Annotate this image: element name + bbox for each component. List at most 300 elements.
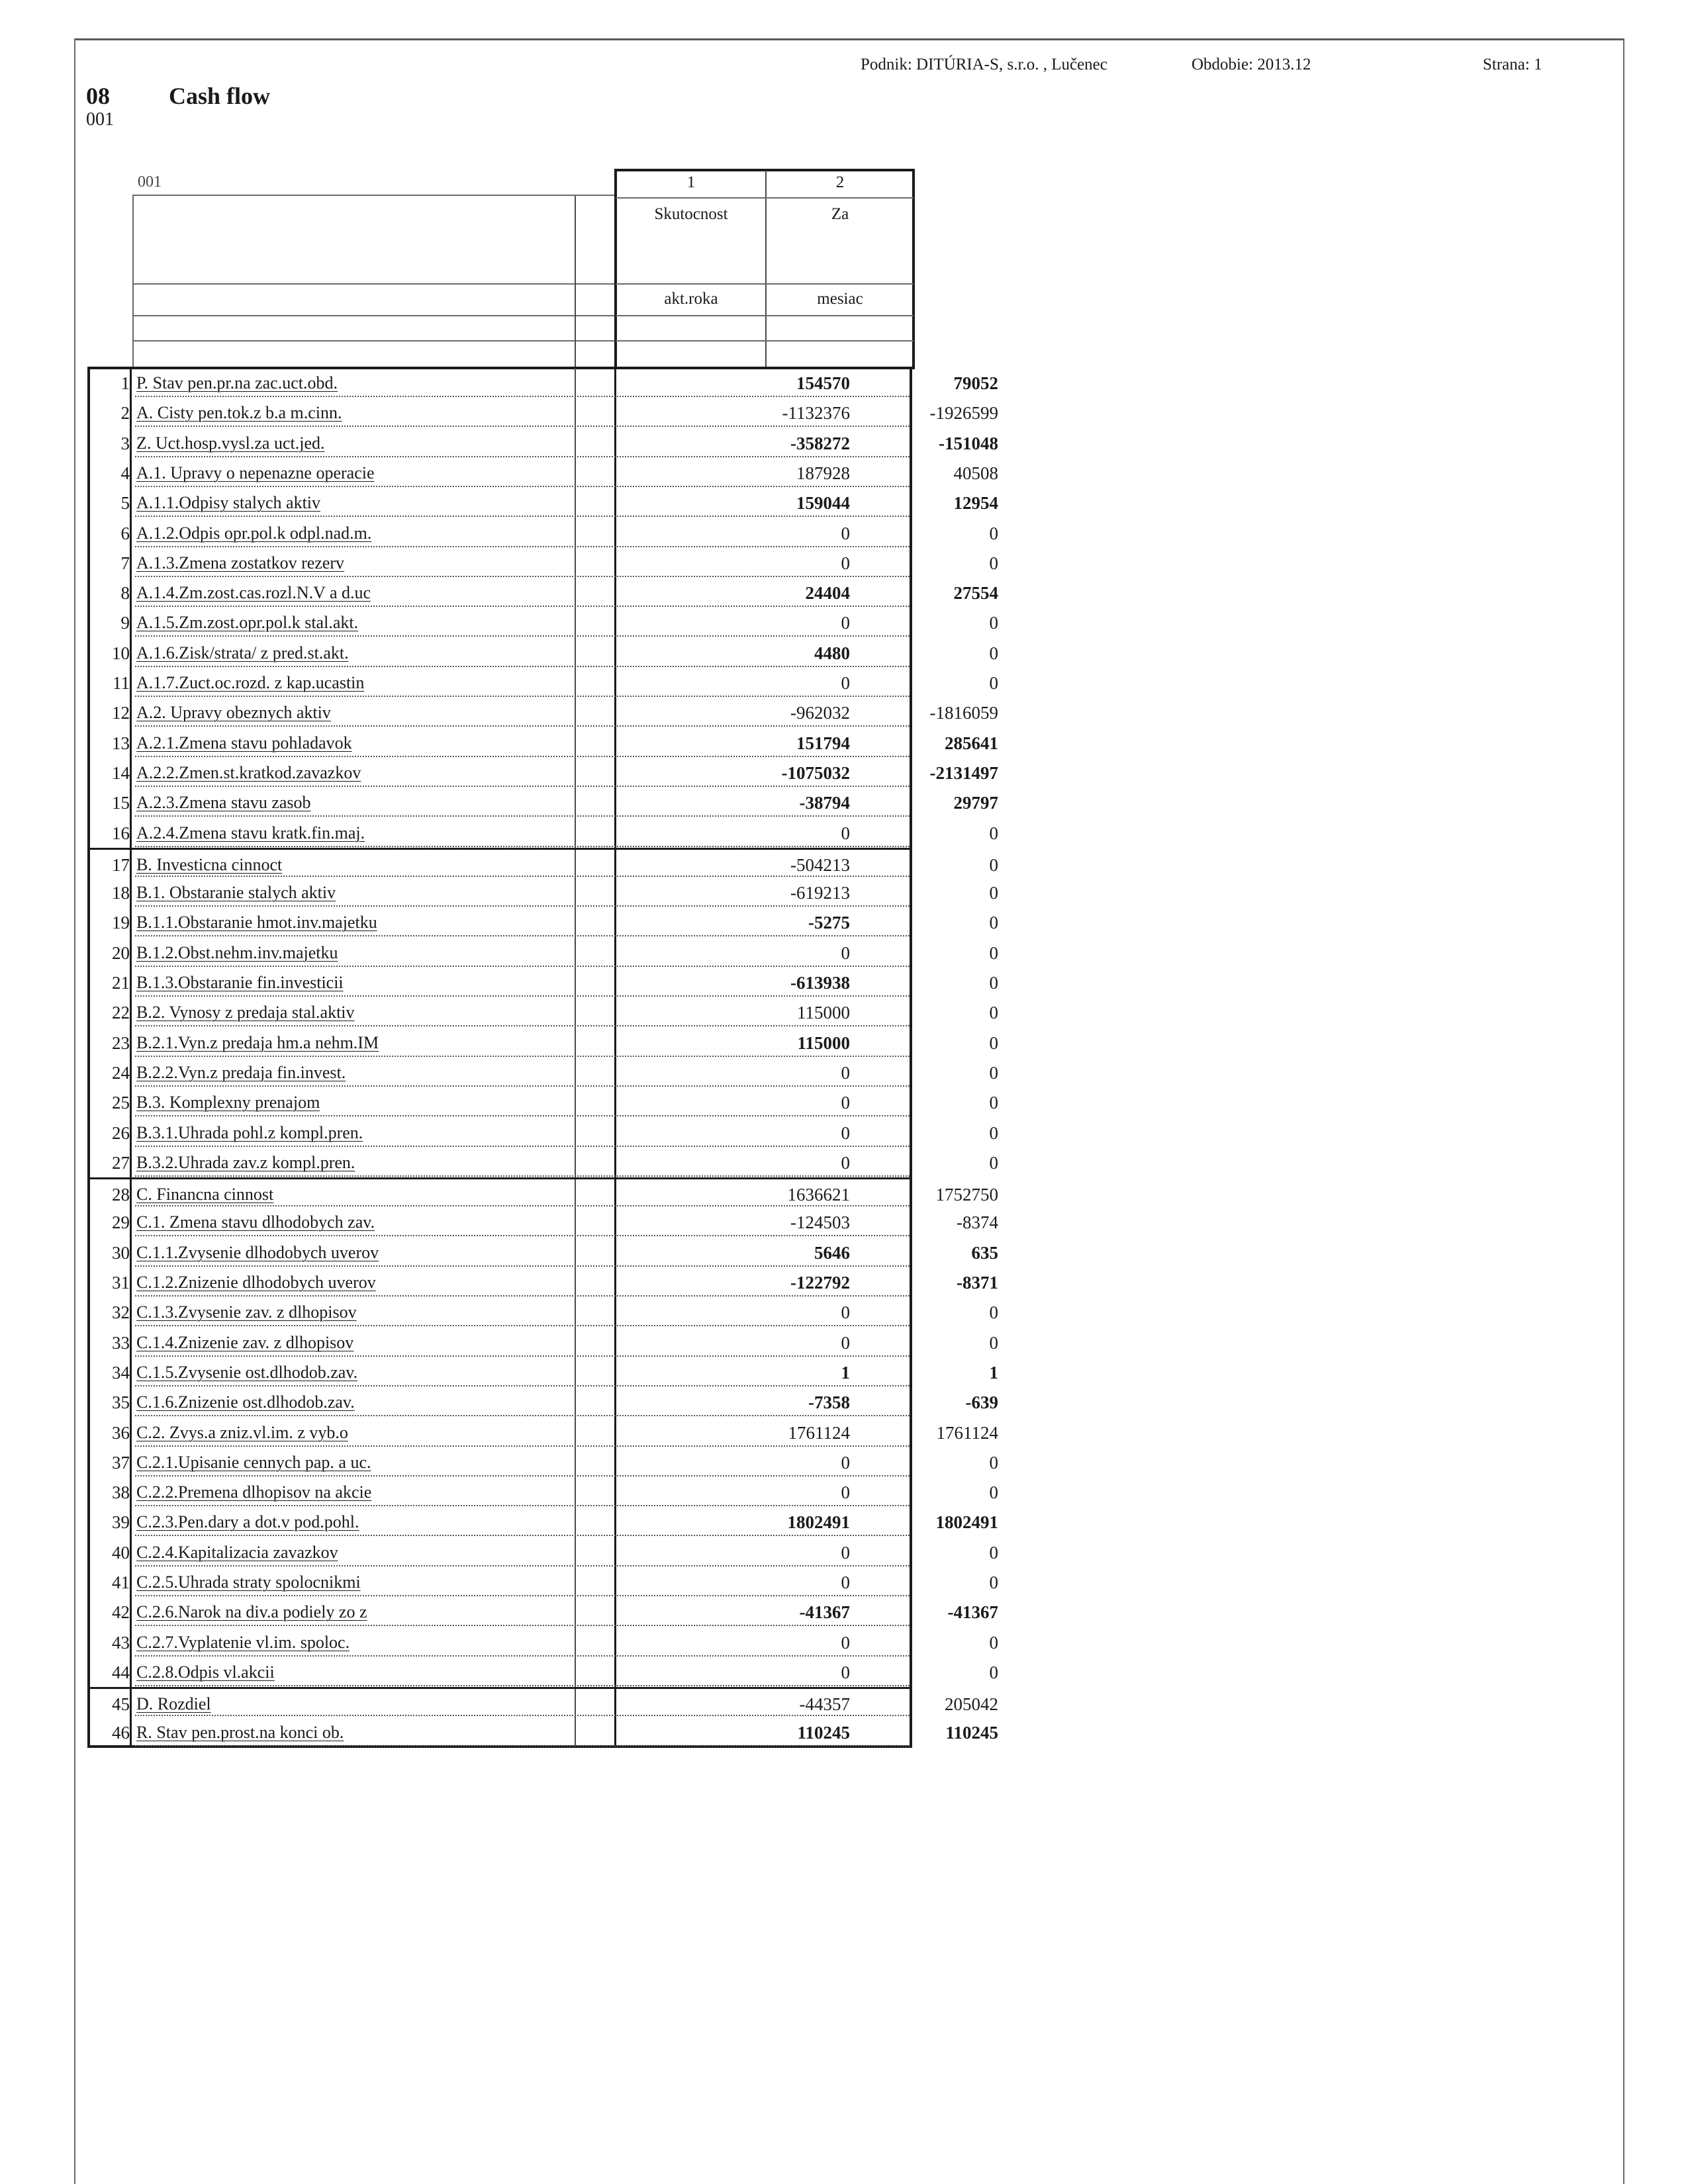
table-row bbox=[90, 1477, 998, 1507]
row-index: 17 bbox=[112, 854, 130, 875]
month-value: -2131497 bbox=[929, 762, 998, 783]
row-rule bbox=[135, 1175, 910, 1177]
actual-year-value: 0 bbox=[841, 553, 850, 573]
actual-year-value: 0 bbox=[841, 673, 850, 693]
col1-subtitle: akt.roka bbox=[664, 290, 718, 308]
table-row bbox=[90, 398, 998, 428]
month-value: 0 bbox=[989, 883, 998, 903]
month-value: 0 bbox=[989, 1452, 998, 1473]
actual-year-value: 0 bbox=[841, 1152, 850, 1173]
actual-year-value: 1802491 bbox=[787, 1512, 850, 1533]
table-row bbox=[90, 1118, 998, 1148]
row-index: 32 bbox=[112, 1302, 130, 1323]
table-row bbox=[90, 818, 998, 848]
month-value: 0 bbox=[989, 942, 998, 963]
table-row bbox=[90, 1627, 998, 1657]
month-value: -151048 bbox=[939, 433, 998, 453]
row-index: 14 bbox=[112, 762, 130, 783]
actual-year-value: 187928 bbox=[796, 463, 850, 483]
col2-title: Za bbox=[831, 205, 849, 223]
row-rule bbox=[135, 1445, 910, 1447]
actual-year-value: 0 bbox=[841, 1572, 850, 1592]
row-index: 21 bbox=[112, 973, 130, 993]
row-rule bbox=[135, 1056, 910, 1057]
row-rule bbox=[135, 1385, 910, 1387]
month-value: 0 bbox=[989, 1122, 998, 1143]
col2-number: 2 bbox=[835, 173, 845, 191]
month-value: 0 bbox=[989, 1482, 998, 1503]
row-rule bbox=[135, 1355, 910, 1357]
month-value: 0 bbox=[989, 1632, 998, 1653]
month-value: 0 bbox=[989, 1332, 998, 1353]
table-row bbox=[90, 1567, 998, 1597]
row-label: B.1.2.Obst.nehm.inv.majetku bbox=[136, 942, 338, 962]
actual-year-value: -358272 bbox=[790, 433, 850, 453]
row-label: A.1.6.Zisk/strata/ z pred.st.akt. bbox=[136, 643, 349, 662]
actual-year-value: 115000 bbox=[797, 1032, 850, 1053]
actual-year-value: 5646 bbox=[814, 1242, 850, 1263]
row-rule bbox=[135, 1595, 910, 1596]
table-row bbox=[90, 758, 998, 788]
row-label: P. Stav pen.pr.na zac.uct.obd. bbox=[136, 373, 338, 392]
header-rule bbox=[132, 283, 614, 285]
actual-year-value: 1636621 bbox=[787, 1185, 850, 1205]
row-rule bbox=[135, 966, 910, 967]
row-label: C.1.2.Znizenie dlhodobych uverov bbox=[136, 1273, 376, 1292]
month-value: 79052 bbox=[953, 373, 998, 393]
month-value: 1802491 bbox=[935, 1512, 998, 1533]
actual-year-value: 0 bbox=[841, 613, 850, 633]
actual-year-value: -962032 bbox=[790, 703, 850, 723]
month-value: 0 bbox=[989, 1572, 998, 1592]
row-index: 35 bbox=[112, 1392, 130, 1413]
row-index: 36 bbox=[112, 1422, 130, 1443]
month-value: 0 bbox=[989, 673, 998, 693]
row-label: B.3.1.Uhrada pohl.z kompl.pren. bbox=[136, 1122, 363, 1142]
month-value: -41367 bbox=[947, 1602, 998, 1623]
actual-year-value: -44357 bbox=[799, 1694, 850, 1715]
row-label: C.1.3.Zvysenie zav. z dlhopisov bbox=[136, 1302, 357, 1322]
row-label: C.2. Zvys.a zniz.vl.im. z vyb.o bbox=[136, 1422, 348, 1442]
table-row bbox=[90, 997, 998, 1027]
month-value: -8374 bbox=[957, 1212, 998, 1233]
actual-year-value: -41367 bbox=[799, 1602, 850, 1623]
table-row bbox=[90, 1207, 998, 1237]
table-row bbox=[90, 428, 998, 458]
row-index: 30 bbox=[112, 1242, 130, 1263]
row-rule bbox=[135, 1685, 910, 1686]
row-rule bbox=[135, 1715, 910, 1716]
row-index: 33 bbox=[112, 1332, 130, 1353]
row-rule bbox=[135, 815, 910, 817]
month-value: 0 bbox=[989, 643, 998, 663]
row-label: C.2.4.Kapitalizacia zavazkov bbox=[136, 1542, 338, 1562]
row-index: 4 bbox=[120, 463, 130, 483]
page-frame-top bbox=[74, 38, 1624, 40]
actual-year-value: 110245 bbox=[797, 1722, 850, 1743]
month-value: 0 bbox=[989, 1003, 998, 1023]
row-label: C. Financna cinnost bbox=[136, 1185, 274, 1205]
row-rule bbox=[135, 1146, 910, 1147]
row-label: A.1.1.Odpisy stalych aktiv bbox=[136, 493, 321, 513]
row-rule bbox=[135, 1505, 910, 1506]
row-label: C.1.4.Znizenie zav. z dlhopisov bbox=[136, 1332, 354, 1352]
table-row bbox=[90, 848, 998, 878]
table-row bbox=[90, 1297, 998, 1327]
row-label: B.1.1.Obstaranie hmot.inv.majetku bbox=[136, 913, 377, 933]
row-rule bbox=[135, 486, 910, 487]
table-row bbox=[90, 907, 998, 937]
row-index: 46 bbox=[112, 1722, 130, 1743]
row-label: D. Rozdiel bbox=[136, 1694, 211, 1714]
row-index: 24 bbox=[112, 1062, 130, 1083]
row-label: B.2.1.Vyn.z predaja hm.a nehm.IM bbox=[136, 1032, 379, 1052]
table-row bbox=[90, 1447, 998, 1477]
report-number: 08 bbox=[86, 83, 110, 109]
month-value: 0 bbox=[989, 1032, 998, 1053]
table-row bbox=[90, 1657, 998, 1687]
col1-title: Skutocnost bbox=[654, 205, 728, 223]
row-label: C.1.5.Zvysenie ost.dlhodob.zav. bbox=[136, 1362, 358, 1382]
header-divider bbox=[575, 196, 576, 367]
row-rule bbox=[135, 905, 910, 907]
actual-year-value: 24404 bbox=[805, 583, 850, 604]
month-value: 110245 bbox=[945, 1722, 998, 1743]
row-rule bbox=[135, 516, 910, 517]
actual-year-value: 4480 bbox=[814, 643, 850, 663]
table-row bbox=[90, 1687, 998, 1717]
header-rule bbox=[616, 283, 914, 285]
row-label: A.1.7.Zuct.oc.rozd. z kap.ucastin bbox=[136, 673, 365, 692]
month-value: 0 bbox=[989, 913, 998, 933]
row-index: 38 bbox=[112, 1482, 130, 1503]
row-index: 12 bbox=[112, 703, 130, 723]
row-label: B. Investicna cinnoct bbox=[136, 854, 283, 874]
table-row bbox=[90, 1357, 998, 1387]
table-row bbox=[90, 1418, 998, 1447]
row-rule bbox=[135, 666, 910, 667]
table-row bbox=[90, 1537, 998, 1567]
column-header-divider bbox=[765, 170, 767, 368]
row-label: C.1.1.Zvysenie dlhodobych uverov bbox=[136, 1242, 379, 1262]
table-row bbox=[90, 1328, 998, 1357]
month-value: 0 bbox=[989, 523, 998, 543]
table-row bbox=[90, 1597, 998, 1627]
table-row bbox=[90, 488, 998, 518]
row-label: C.2.3.Pen.dary a dot.v pod.pohl. bbox=[136, 1512, 359, 1532]
table-row bbox=[90, 968, 998, 997]
row-rule bbox=[135, 935, 910, 936]
row-label: R. Stav pen.prost.na konci ob. bbox=[136, 1722, 344, 1742]
report-code: 001 bbox=[86, 109, 114, 130]
row-index: 7 bbox=[120, 553, 130, 573]
month-value: -1926599 bbox=[929, 403, 998, 424]
row-index: 19 bbox=[112, 913, 130, 933]
row-index: 25 bbox=[112, 1093, 130, 1113]
row-rule bbox=[135, 846, 910, 847]
month-value: 0 bbox=[989, 553, 998, 573]
row-label: A.1.4.Zm.zost.cas.rozl.N.V a d.uc bbox=[136, 583, 371, 603]
table-row bbox=[90, 878, 998, 907]
row-rule bbox=[135, 1115, 910, 1116]
row-index: 31 bbox=[112, 1273, 130, 1293]
row-index: 5 bbox=[120, 493, 130, 514]
row-rule bbox=[135, 1415, 910, 1416]
month-value: 0 bbox=[989, 1662, 998, 1682]
actual-year-value: 0 bbox=[841, 823, 850, 843]
table-row bbox=[90, 578, 998, 608]
header-rule bbox=[132, 340, 614, 341]
table-row bbox=[90, 638, 998, 668]
row-rule bbox=[135, 1745, 910, 1747]
row-rule bbox=[135, 576, 910, 577]
table-row bbox=[90, 1028, 998, 1058]
row-rule bbox=[135, 1655, 910, 1657]
row-label: A.2. Upravy obeznych aktiv bbox=[136, 703, 331, 723]
row-label: C.2.5.Uhrada straty spolocnikmi bbox=[136, 1572, 361, 1592]
month-value: 1752750 bbox=[935, 1185, 998, 1205]
actual-year-value: 151794 bbox=[796, 733, 850, 753]
row-label: C.2.1.Upisanie cennych pap. a uc. bbox=[136, 1452, 371, 1472]
row-label: B.3. Komplexny prenajom bbox=[136, 1093, 320, 1113]
actual-year-value: 0 bbox=[841, 523, 850, 543]
actual-year-value: 0 bbox=[841, 1062, 850, 1083]
actual-year-value: 0 bbox=[841, 1332, 850, 1353]
actual-year-value: -7358 bbox=[808, 1392, 850, 1413]
actual-year-value: -1075032 bbox=[781, 762, 850, 783]
row-index: 11 bbox=[113, 673, 130, 693]
row-index: 22 bbox=[112, 1003, 130, 1023]
month-value: 27554 bbox=[953, 583, 998, 604]
page-frame-right bbox=[1623, 38, 1624, 2184]
table-row bbox=[90, 728, 998, 758]
table-row bbox=[90, 938, 998, 968]
row-rule bbox=[135, 995, 910, 997]
header-rule bbox=[616, 197, 914, 199]
row-index: 27 bbox=[112, 1152, 130, 1173]
header-rule bbox=[616, 340, 914, 341]
month-value: 1 bbox=[989, 1362, 998, 1383]
row-index: 13 bbox=[112, 733, 130, 753]
row-label: C.2.6.Narok na div.a podiely zo z bbox=[136, 1602, 367, 1622]
table-row bbox=[90, 368, 998, 398]
month-value: 635 bbox=[971, 1242, 998, 1263]
row-rule bbox=[135, 1295, 910, 1297]
col2-subtitle: mesiac bbox=[817, 290, 863, 308]
actual-year-value: 0 bbox=[841, 1542, 850, 1563]
actual-year-value: -38794 bbox=[799, 793, 850, 813]
table-row bbox=[90, 1238, 998, 1267]
actual-year-value: 154570 bbox=[796, 373, 850, 393]
actual-year-value: 115000 bbox=[797, 1003, 850, 1023]
row-rule bbox=[135, 725, 910, 727]
actual-year-value: -122792 bbox=[790, 1273, 850, 1293]
row-rule bbox=[135, 1565, 910, 1567]
row-label: A.1.2.Odpis opr.pol.k odpl.nad.m. bbox=[136, 523, 372, 543]
month-value: -8371 bbox=[957, 1273, 998, 1293]
actual-year-value: 0 bbox=[841, 1482, 850, 1503]
row-label: A.2.4.Zmena stavu kratk.fin.maj. bbox=[136, 823, 365, 842]
row-rule bbox=[135, 1085, 910, 1087]
row-rule bbox=[135, 1265, 910, 1267]
col1-number: 1 bbox=[686, 173, 696, 191]
row-rule bbox=[135, 1025, 910, 1026]
row-index: 37 bbox=[112, 1452, 130, 1473]
row-index: 44 bbox=[112, 1662, 130, 1682]
row-index: 26 bbox=[112, 1122, 130, 1143]
period-label: Obdobie: 2013.12 bbox=[1192, 56, 1311, 73]
table-row bbox=[90, 1387, 998, 1417]
table-row bbox=[90, 788, 998, 817]
row-index: 8 bbox=[120, 583, 130, 604]
row-label: A.1.5.Zm.zost.opr.pol.k stal.akt. bbox=[136, 613, 359, 633]
actual-year-value: 0 bbox=[841, 1093, 850, 1113]
row-index: 23 bbox=[112, 1032, 130, 1053]
row-index: 9 bbox=[120, 613, 130, 633]
table-row bbox=[90, 1148, 998, 1177]
row-index: 20 bbox=[112, 942, 130, 963]
actual-year-value: 0 bbox=[841, 1662, 850, 1682]
month-value: 0 bbox=[989, 1062, 998, 1083]
month-value: 285641 bbox=[945, 733, 998, 753]
month-value: 1761124 bbox=[936, 1422, 998, 1443]
row-label: B.1.3.Obstaranie fin.investicii bbox=[136, 973, 344, 992]
row-index: 10 bbox=[112, 643, 130, 663]
row-index: 43 bbox=[112, 1632, 130, 1653]
row-label: C.2.2.Premena dlhopisov na akcie bbox=[136, 1482, 372, 1502]
row-label: C.1.6.Znizenie ost.dlhodob.zav. bbox=[136, 1392, 355, 1412]
row-label: Z. Uct.hosp.vysl.za uct.jed. bbox=[136, 433, 325, 453]
table-row bbox=[90, 458, 998, 488]
row-index: 18 bbox=[112, 883, 130, 903]
month-value: 0 bbox=[989, 1093, 998, 1113]
month-value: 0 bbox=[989, 1302, 998, 1323]
row-label: B.2.2.Vyn.z predaja fin.invest. bbox=[136, 1062, 346, 1082]
month-value: -1816059 bbox=[929, 703, 998, 723]
row-label: B.1. Obstaranie stalych aktiv bbox=[136, 883, 336, 903]
month-value: 0 bbox=[989, 823, 998, 843]
row-label: A.2.2.Zmen.st.kratkod.zavazkov bbox=[136, 762, 361, 782]
month-value: 40508 bbox=[953, 463, 998, 483]
row-rule bbox=[135, 1475, 910, 1477]
row-rule bbox=[135, 786, 910, 787]
row-rule bbox=[135, 1325, 910, 1326]
row-label: A.2.3.Zmena stavu zasob bbox=[136, 793, 311, 813]
row-rule bbox=[135, 396, 910, 397]
table-row bbox=[90, 668, 998, 698]
actual-year-value: -124503 bbox=[790, 1212, 850, 1233]
actual-year-value: 0 bbox=[841, 942, 850, 963]
row-index: 2 bbox=[120, 403, 130, 424]
row-index: 42 bbox=[112, 1602, 130, 1623]
month-value: 0 bbox=[989, 854, 998, 875]
table-row bbox=[90, 698, 998, 727]
row-label: C.1. Zmena stavu dlhodobych zav. bbox=[136, 1212, 375, 1232]
actual-year-value: -5275 bbox=[808, 913, 850, 933]
row-index: 16 bbox=[112, 823, 130, 843]
row-rule bbox=[135, 426, 910, 427]
company-label: Podnik: DITÚRIA-S, s.r.o. , Lučenec bbox=[861, 56, 1107, 73]
actual-year-value: -619213 bbox=[790, 883, 850, 903]
page-number: Strana: 1 bbox=[1483, 56, 1542, 73]
actual-year-value: 0 bbox=[841, 1452, 850, 1473]
table-row bbox=[90, 608, 998, 637]
table-row bbox=[90, 1087, 998, 1117]
actual-year-value: -1132376 bbox=[782, 403, 850, 424]
actual-year-value: 0 bbox=[841, 1122, 850, 1143]
row-label: C.2.7.Vyplatenie vl.im. spoloc. bbox=[136, 1632, 350, 1652]
actual-year-value: 159044 bbox=[796, 493, 850, 514]
actual-year-value: 0 bbox=[841, 1632, 850, 1653]
table-row bbox=[90, 1267, 998, 1297]
row-index: 45 bbox=[112, 1694, 130, 1715]
row-index: 28 bbox=[112, 1185, 130, 1205]
row-label: A.2.1.Zmena stavu pohladavok bbox=[136, 733, 352, 752]
month-value: 0 bbox=[989, 1542, 998, 1563]
table-header-code: 001 bbox=[138, 173, 162, 191]
row-index: 29 bbox=[112, 1212, 130, 1233]
row-label: B.3.2.Uhrada zav.z kompl.pren. bbox=[136, 1152, 355, 1172]
row-rule bbox=[135, 1625, 910, 1626]
month-value: 205042 bbox=[945, 1694, 998, 1715]
table-row bbox=[90, 1177, 998, 1207]
row-label: C.2.8.Odpis vl.akcii bbox=[136, 1662, 275, 1682]
column-header-box bbox=[614, 169, 915, 369]
row-rule bbox=[135, 1235, 910, 1236]
month-value: -639 bbox=[965, 1392, 998, 1413]
page-frame-left bbox=[74, 38, 75, 2184]
row-rule bbox=[135, 696, 910, 697]
actual-year-value: 0 bbox=[841, 1302, 850, 1323]
month-value: 0 bbox=[989, 1152, 998, 1173]
actual-year-value: -504213 bbox=[790, 854, 850, 875]
row-index: 40 bbox=[112, 1542, 130, 1563]
table-row bbox=[90, 1717, 998, 1747]
row-label: A.1. Upravy o nepenazne operacie bbox=[136, 463, 375, 482]
row-rule bbox=[135, 456, 910, 457]
month-value: 12954 bbox=[953, 493, 998, 514]
actual-year-value: 1761124 bbox=[788, 1422, 850, 1443]
row-index: 39 bbox=[112, 1512, 130, 1533]
row-label: B.2. Vynosy z predaja stal.aktiv bbox=[136, 1003, 355, 1023]
report-title: Cash flow bbox=[169, 83, 271, 109]
row-rule bbox=[135, 546, 910, 547]
month-value: 0 bbox=[989, 613, 998, 633]
table-row bbox=[90, 548, 998, 578]
row-index: 1 bbox=[120, 373, 130, 393]
row-rule bbox=[135, 1205, 910, 1206]
row-index: 41 bbox=[112, 1572, 130, 1592]
row-rule bbox=[135, 1535, 910, 1536]
row-label: A.1.3.Zmena zostatkov rezerv bbox=[136, 553, 345, 572]
row-index: 6 bbox=[120, 523, 130, 543]
table-row bbox=[90, 1507, 998, 1537]
table-row bbox=[90, 518, 998, 548]
month-value: 29797 bbox=[953, 793, 998, 813]
row-label: A. Cisty pen.tok.z b.a m.cinn. bbox=[136, 403, 342, 423]
row-index: 3 bbox=[120, 433, 130, 453]
row-rule bbox=[135, 606, 910, 607]
header-rule bbox=[616, 315, 914, 316]
row-index: 15 bbox=[112, 793, 130, 813]
header-rule bbox=[132, 315, 614, 316]
actual-year-value: 1 bbox=[841, 1362, 850, 1383]
actual-year-value: -613938 bbox=[790, 973, 850, 993]
row-rule bbox=[135, 756, 910, 757]
row-index: 34 bbox=[112, 1362, 130, 1383]
row-rule bbox=[135, 635, 910, 637]
month-value: 0 bbox=[989, 973, 998, 993]
